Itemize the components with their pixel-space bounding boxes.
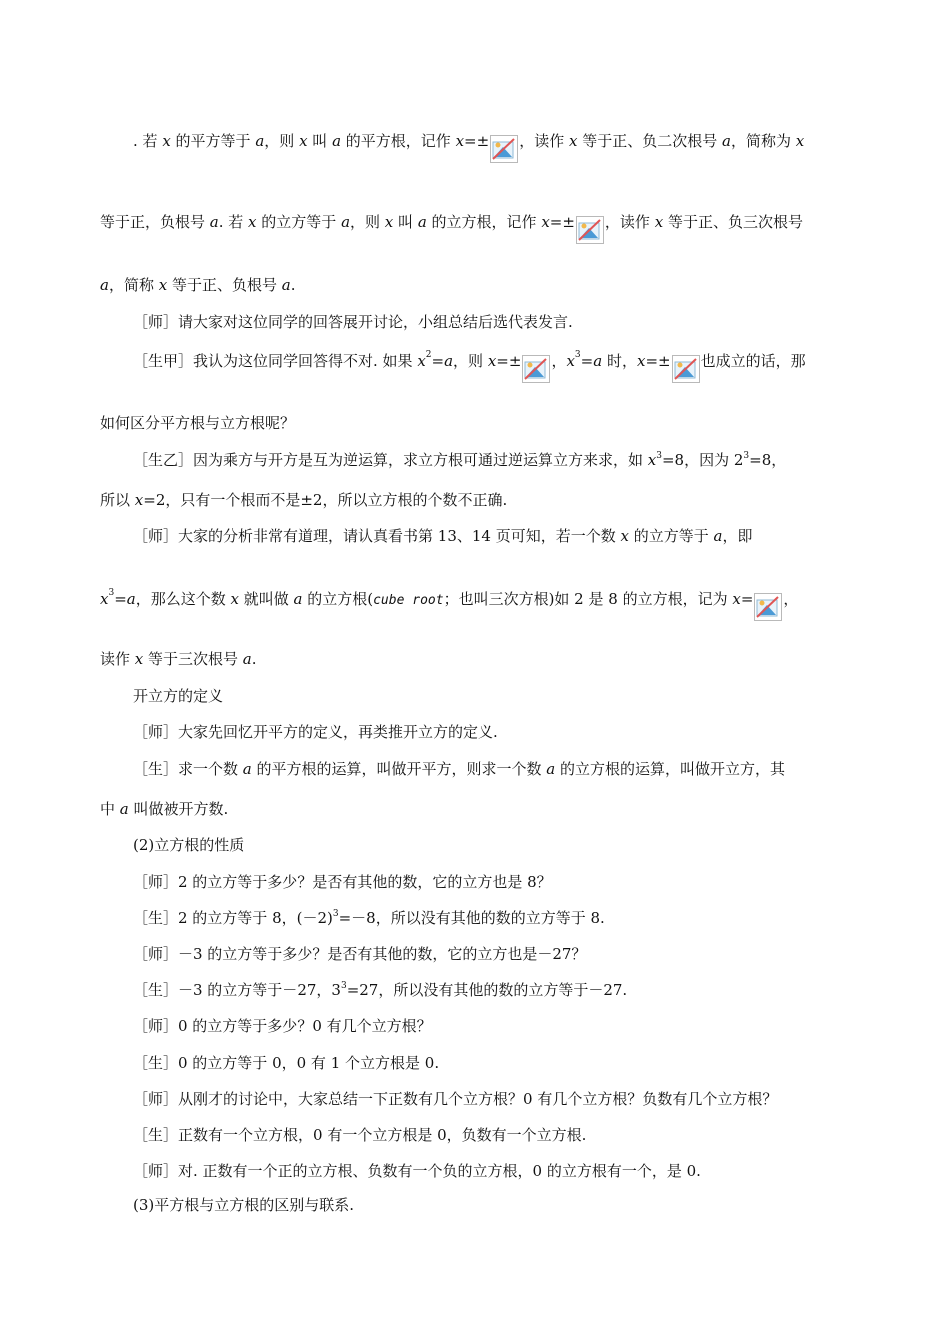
dialogue-line: ［生］－3 的立方等于－27，$3^3=27$，所以没有其他的数的立方等于－27. [133, 981, 628, 999]
dialogue-line: ［师］对. 正数有一个正的立方根、负数有一个负的立方根，0 的立方根有一个，是 0. [133, 1162, 701, 1180]
dialogue-line: ［师］0 的立方等于多少？0 有几个立方根？ [133, 1017, 432, 1035]
teacher-line-1: ［师］请大家对这位同学的回答展开讨论，小组总结后选代表发言. [133, 313, 573, 331]
formula-image-icon [576, 216, 604, 244]
student-line-1b: 中 a 叫做被开方数. [100, 800, 229, 818]
dialogue-line: ［生］正数有一个立方根，0 有一个立方根是 0，负数有一个立方根. [133, 1126, 587, 1144]
teacher-line-3: ［师］大家先回忆开平方的定义，再类推开立方的定义. [133, 723, 498, 741]
formula-image-icon [522, 355, 550, 383]
formula-image-icon [490, 135, 518, 163]
formula-image-icon [754, 593, 782, 621]
dialogue-line: ［师］2 的立方等于多少？是否有其他的数，它的立方也是 8？ [133, 873, 552, 891]
student-b-line1: ［生乙］因为乘方与开方是互为逆运算，求立方根可通过逆运算立方来求，如 $x^3=8$，因为 $2^3=8$， [133, 451, 787, 469]
dialogue-line: ［生］2 的立方等于 8，$(-2)^3=-8$，所以没有其他的数的立方等于 8. [133, 909, 605, 927]
section-heading-definition: 开立方的定义 [133, 687, 224, 705]
para1-line3: a，简称 x 等于正、负根号 a. [100, 276, 296, 294]
student-a-line2: 如何区分平方根与立方根呢？ [100, 414, 296, 432]
dialogue-line: ［师］－3 的立方等于多少？是否有其他的数，它的立方也是－27？ [133, 945, 587, 963]
teacher-line-2b: $x^3=a$，那么这个数 x 就叫做 a 的立方根(cube root；也叫三次方根)如 2 是 8 的立方根，记为 x= ， [100, 586, 852, 614]
student-b-line2: 所以 x=2，只有一个根而不是±2，所以立方根的个数不正确. [100, 491, 508, 509]
dialogue-line: ［生］0 的立方等于 0，0 有 1 个立方根是 0. [133, 1054, 440, 1072]
student-line-1a: ［生］求一个数 a 的平方根的运算，叫做开平方，则求一个数 a 的立方根的运算，叫做开立方，其 [133, 760, 786, 778]
student-a-line1: ［生甲］我认为这位同学回答得不对. 如果 $x^2=a$，则 x=± ，$x^3=a$ 时，x=± 也成立的话，那 [133, 348, 852, 376]
para1-line1: . 若 x 的平方等于 a，则 x 叫 a 的平方根，记作 x=± ，读作 x 等于正、负二次根号 a，简称为 x [133, 128, 852, 156]
teacher-line-2c: 读作 x 等于三次根号 a. [100, 650, 257, 668]
dialogue-line: ［师］从刚才的讨论中，大家总结一下正数有几个立方根？0 有几个立方根？负数有几个立方根？ [133, 1090, 778, 1108]
section-heading-difference: (3)平方根与立方根的区别与联系. [133, 1196, 355, 1214]
formula-image-icon [672, 355, 700, 383]
teacher-line-2a: ［师］大家的分析非常有道理，请认真看书第 13、14 页可知，若一个数 x 的立方等于 a，即 [133, 527, 753, 545]
para1-line2: 等于正，负根号 a. 若 x 的立方等于 a，则 x 叫 a 的立方根，记作 x=± ，读作 x 等于正、负三次根号 [100, 209, 852, 237]
section-heading-properties: (2)立方根的性质 [133, 836, 245, 854]
